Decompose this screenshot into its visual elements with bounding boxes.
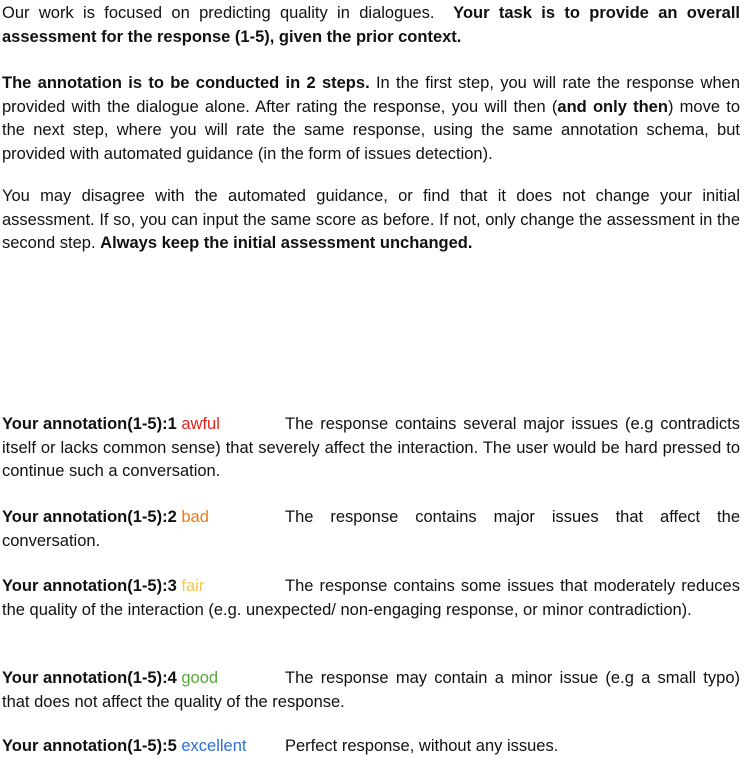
- option-label: Your annotation(1-5):4: [2, 669, 177, 687]
- option-label: Your annotation(1-5):2: [2, 508, 177, 526]
- option-label: Your annotation(1-5):1: [2, 415, 177, 433]
- steps-text-cont: ) move to the next step, where you will rate the same response, using the same annotation schema, but provided with automated guidance (in the form of issues detection).: [2, 97, 740, 163]
- option-description: The response contains some issues that moderately reduces the quality of the interaction (e.g. unexpected/ non-engaging response, or minor contradiction).: [2, 577, 740, 619]
- option-word-good: good: [181, 669, 219, 687]
- option-description: The response contains major issues that affect the conversation.: [2, 508, 740, 550]
- option-label: Your annotation(1-5):5: [2, 737, 177, 755]
- steps-heading: The annotation is to be conducted in 2 steps.: [2, 74, 370, 92]
- option-lead: [2, 735, 285, 759]
- intro-paragraph-1: [2, 2, 740, 49]
- option-description: The response may contain a minor issue (e.g a small typo) that does not affect the quality of the response.: [2, 669, 740, 711]
- annotation-option-2[interactable]: [2, 506, 740, 553]
- option-lead: [2, 506, 285, 530]
- steps-emphasis: and only then: [557, 97, 668, 116]
- annotation-option-3[interactable]: [2, 575, 740, 622]
- disagree-text: You may disagree with the automated guidance, or find that it does not change your initial assessment. If so, you can input the same score as before. If not, only change the assessment in the second step.: [2, 187, 740, 252]
- annotation-option-4[interactable]: [2, 667, 740, 714]
- option-description: Perfect response, without any issues.: [285, 737, 559, 755]
- option-word-fair: fair: [181, 577, 205, 595]
- option-lead: [2, 413, 285, 437]
- option-word-bad: bad: [181, 508, 209, 526]
- option-word-awful: awful: [181, 415, 220, 433]
- keep-unchanged-text: Always keep the initial assessment unchanged.: [100, 234, 473, 252]
- option-label: Your annotation(1-5):3: [2, 577, 177, 595]
- option-lead: [2, 667, 285, 691]
- option-word-excellent: excellent: [181, 737, 247, 755]
- intro-paragraph-3: [2, 185, 740, 256]
- option-description: The response contains several major issues (e.g contradicts itself or lacks common sense) that severely affect the interaction. The user would be hard pressed to continue such a conversation.: [2, 415, 740, 480]
- annotation-option-5[interactable]: [2, 735, 740, 759]
- option-lead: [2, 575, 285, 599]
- task-statement: Your task is to provide an overall assessment for the response (1-5), given the prior context.: [2, 4, 741, 46]
- intro-text: Our work is focused on predicting quality in dialogues.: [2, 4, 435, 22]
- steps-text: In the first step, you will rate the response when provided with the dialogue alone. After rating the response, you will then (: [2, 74, 740, 116]
- intro-paragraph-2: [2, 72, 740, 166]
- annotation-option-1[interactable]: [2, 413, 740, 484]
